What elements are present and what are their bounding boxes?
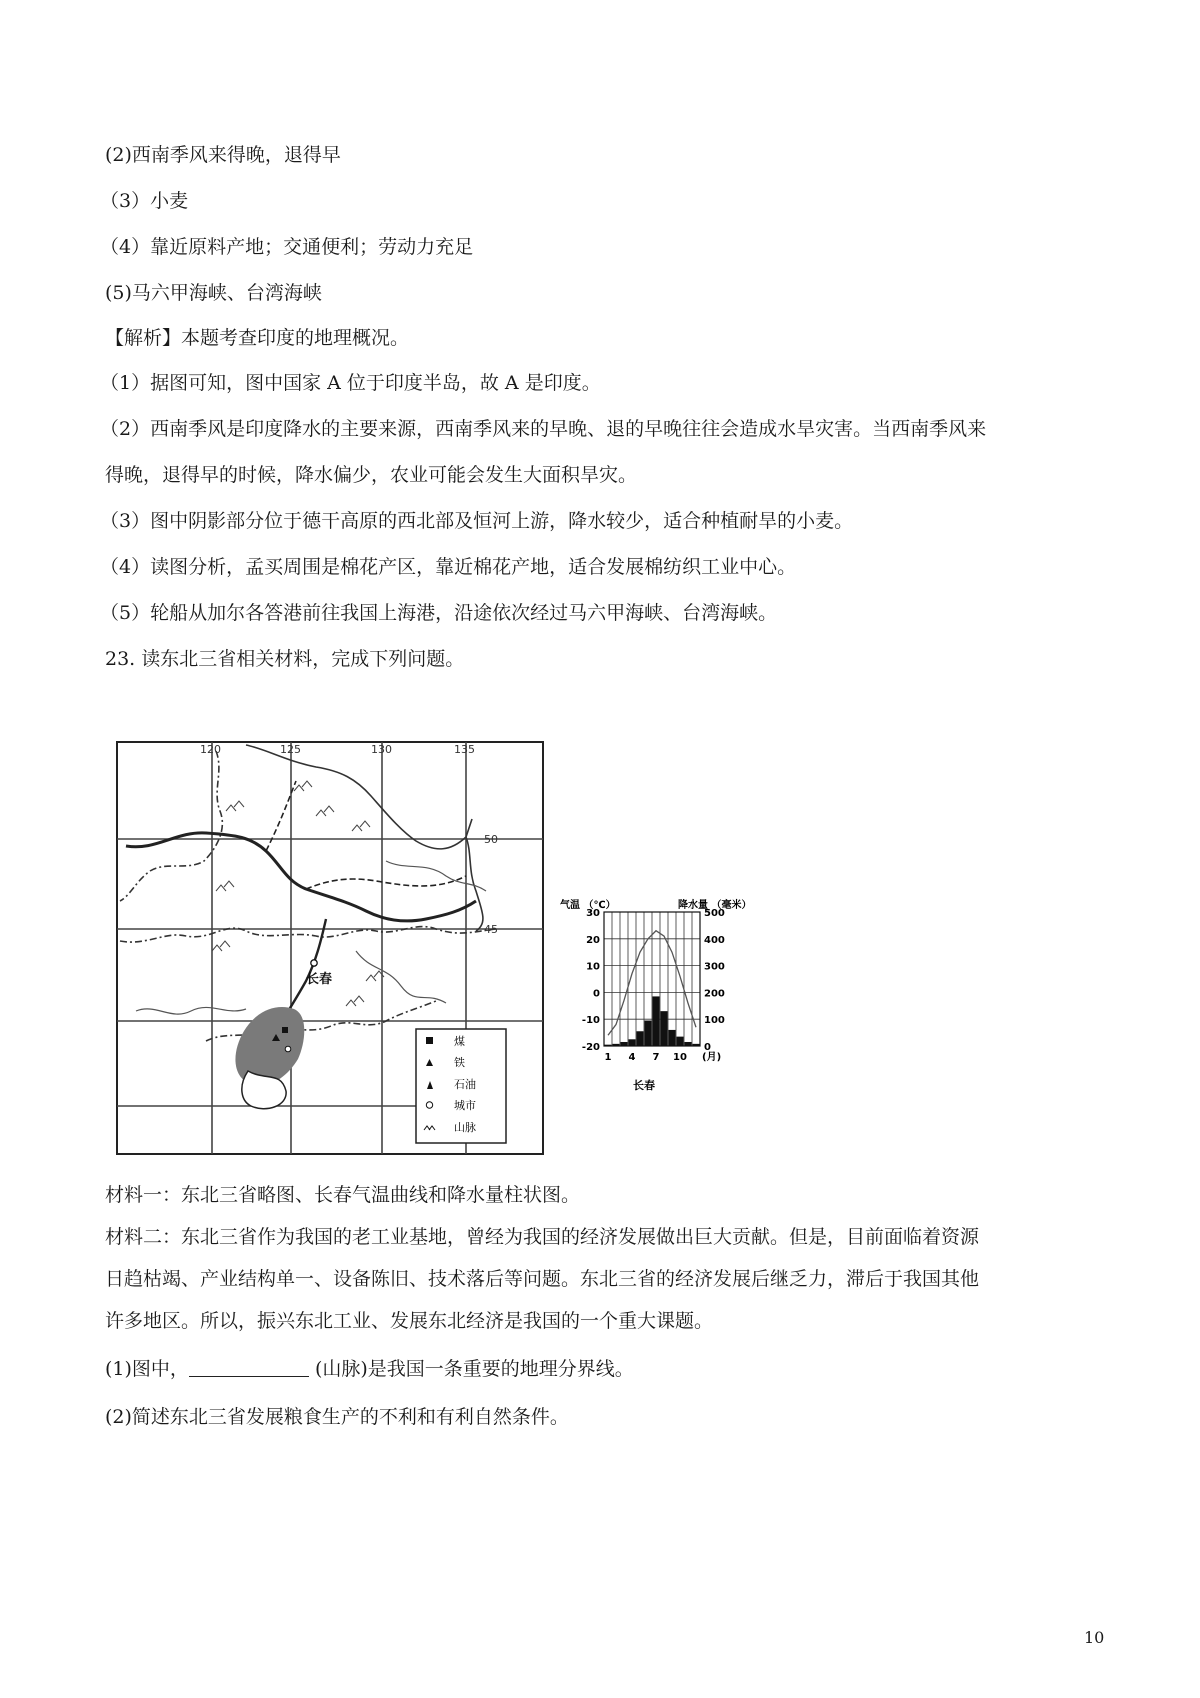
legend-label: 煤: [454, 1035, 465, 1048]
precip-bar: [677, 1037, 684, 1046]
question-1-suffix: (山脉)是我国一条重要的地理分界线。: [308, 1358, 634, 1380]
analysis-line: （2）西南季风是印度降水的主要来源，西南季风来的早晚、退的早晚往往会造成水旱灾害。当西南季风来: [100, 418, 987, 440]
analysis-line: 得晚，退得早的时候，降水偏少，农业可能会发生大面积旱灾。: [105, 464, 638, 486]
month-tick-label: 4: [628, 1052, 636, 1063]
answer-line: (5)马六甲海峡、台湾海峡: [105, 282, 322, 304]
page-number: 10: [1084, 1628, 1105, 1647]
city-marker: [311, 960, 317, 966]
material-line: 许多地区。所以，振兴东北工业、发展东北经济是我国的一个重大课题。: [105, 1310, 714, 1332]
precip-bar: [669, 1030, 676, 1046]
city-marker: [285, 1046, 291, 1052]
answer-line: （4）靠近原料产地；交通便利；劳动力充足: [100, 236, 474, 258]
precip-tick-label: 100: [704, 1015, 725, 1027]
lon-label: 125: [280, 743, 301, 756]
lat-label: 45: [484, 923, 498, 936]
question-1-prefix: (1)图中，: [105, 1358, 189, 1380]
temp-axis-title: 气温 （℃）: [560, 900, 616, 911]
coal-symbol: [426, 1037, 433, 1044]
northeast-map: [116, 741, 544, 1155]
city-symbol: [426, 1102, 432, 1108]
city-label: 长春: [306, 972, 333, 987]
precip-bar: [685, 1042, 692, 1046]
legend-label: 石油: [454, 1078, 476, 1091]
lon-label: 135: [454, 743, 475, 756]
temp-tick-label: 0: [593, 988, 600, 1000]
legend-label: 城市: [454, 1099, 476, 1112]
precip-tick-label: 0: [704, 1042, 711, 1053]
temp-tick-label: 20: [586, 934, 600, 946]
plot-area: [604, 912, 700, 1046]
answer-line: (2)西南季风来得晚，退得早: [105, 144, 341, 166]
coal-symbol: [282, 1027, 288, 1033]
precip-bar: [645, 1021, 652, 1046]
legend-label: 山脉: [454, 1121, 476, 1134]
changchun-climate-chart: [560, 894, 760, 1094]
lon-label: 130: [371, 743, 392, 756]
analysis-line: （3）图中阴影部分位于德干高原的西北部及恒河上游，降水较少，适合种植耐旱的小麦。: [100, 510, 854, 532]
material-line: 材料一：东北三省略图、长春气温曲线和降水量柱状图。: [105, 1184, 581, 1206]
precip-tick-label: 200: [704, 988, 725, 1000]
temp-tick-label: -20: [581, 1042, 600, 1053]
answer-blank[interactable]: [189, 1358, 309, 1377]
precip-tick-label: 300: [704, 961, 725, 973]
analysis-line: （1）据图可知，图中国家 A 位于印度半岛，故 A 是印度。: [100, 372, 601, 394]
question-23: 23. 读东北三省相关材料，完成下列问题。: [105, 648, 465, 670]
precip-axis-title: 降水量 （毫米）: [678, 900, 752, 911]
precip-bar: [629, 1039, 636, 1046]
month-tick-label: 10: [673, 1052, 687, 1063]
precip-bar: [653, 996, 660, 1046]
lat-label: 50: [484, 833, 498, 846]
legend-label: 铁: [454, 1056, 465, 1069]
answer-line: （3）小麦: [100, 190, 189, 212]
station-label: 长春: [633, 1079, 655, 1092]
precip-tick-label: 500: [704, 908, 725, 919]
temp-tick-label: 10: [586, 961, 600, 973]
material-line: 材料二：东北三省作为我国的老工业基地，曾经为我国的经济发展做出巨大贡献。但是，目前面临着资源: [105, 1226, 980, 1248]
x-unit-label: (月): [702, 1052, 722, 1063]
material-line: 日趋枯竭、产业结构单一、设备陈旧、技术落后等问题。东北三省的经济发展后继乏力，滞后于我国其他: [105, 1268, 980, 1290]
question-1: [105, 1356, 634, 1382]
month-tick-label: 7: [652, 1052, 660, 1063]
temp-tick-label: 30: [586, 908, 600, 919]
map-legend: [416, 1029, 506, 1143]
month-tick-label: 1: [604, 1052, 612, 1063]
question-2: (2)简述东北三省发展粮食生产的不利和有利自然条件。: [105, 1406, 569, 1428]
analysis-line: （5）轮船从加尔各答港前往我国上海港，沿途依次经过马六甲海峡、台湾海峡。: [100, 602, 778, 624]
lon-label: 120: [200, 743, 221, 756]
precip-bar: [661, 1011, 668, 1046]
temp-tick-label: -10: [581, 1015, 600, 1027]
precip-bar: [621, 1042, 628, 1046]
precip-tick-label: 400: [704, 934, 725, 946]
precip-bar: [637, 1031, 644, 1046]
analysis-heading: 【解析】本题考查印度的地理概况。: [105, 327, 410, 349]
analysis-line: （4）读图分析，孟买周围是棉花产区，靠近棉花产地，适合发展棉纺织工业中心。: [100, 556, 797, 578]
